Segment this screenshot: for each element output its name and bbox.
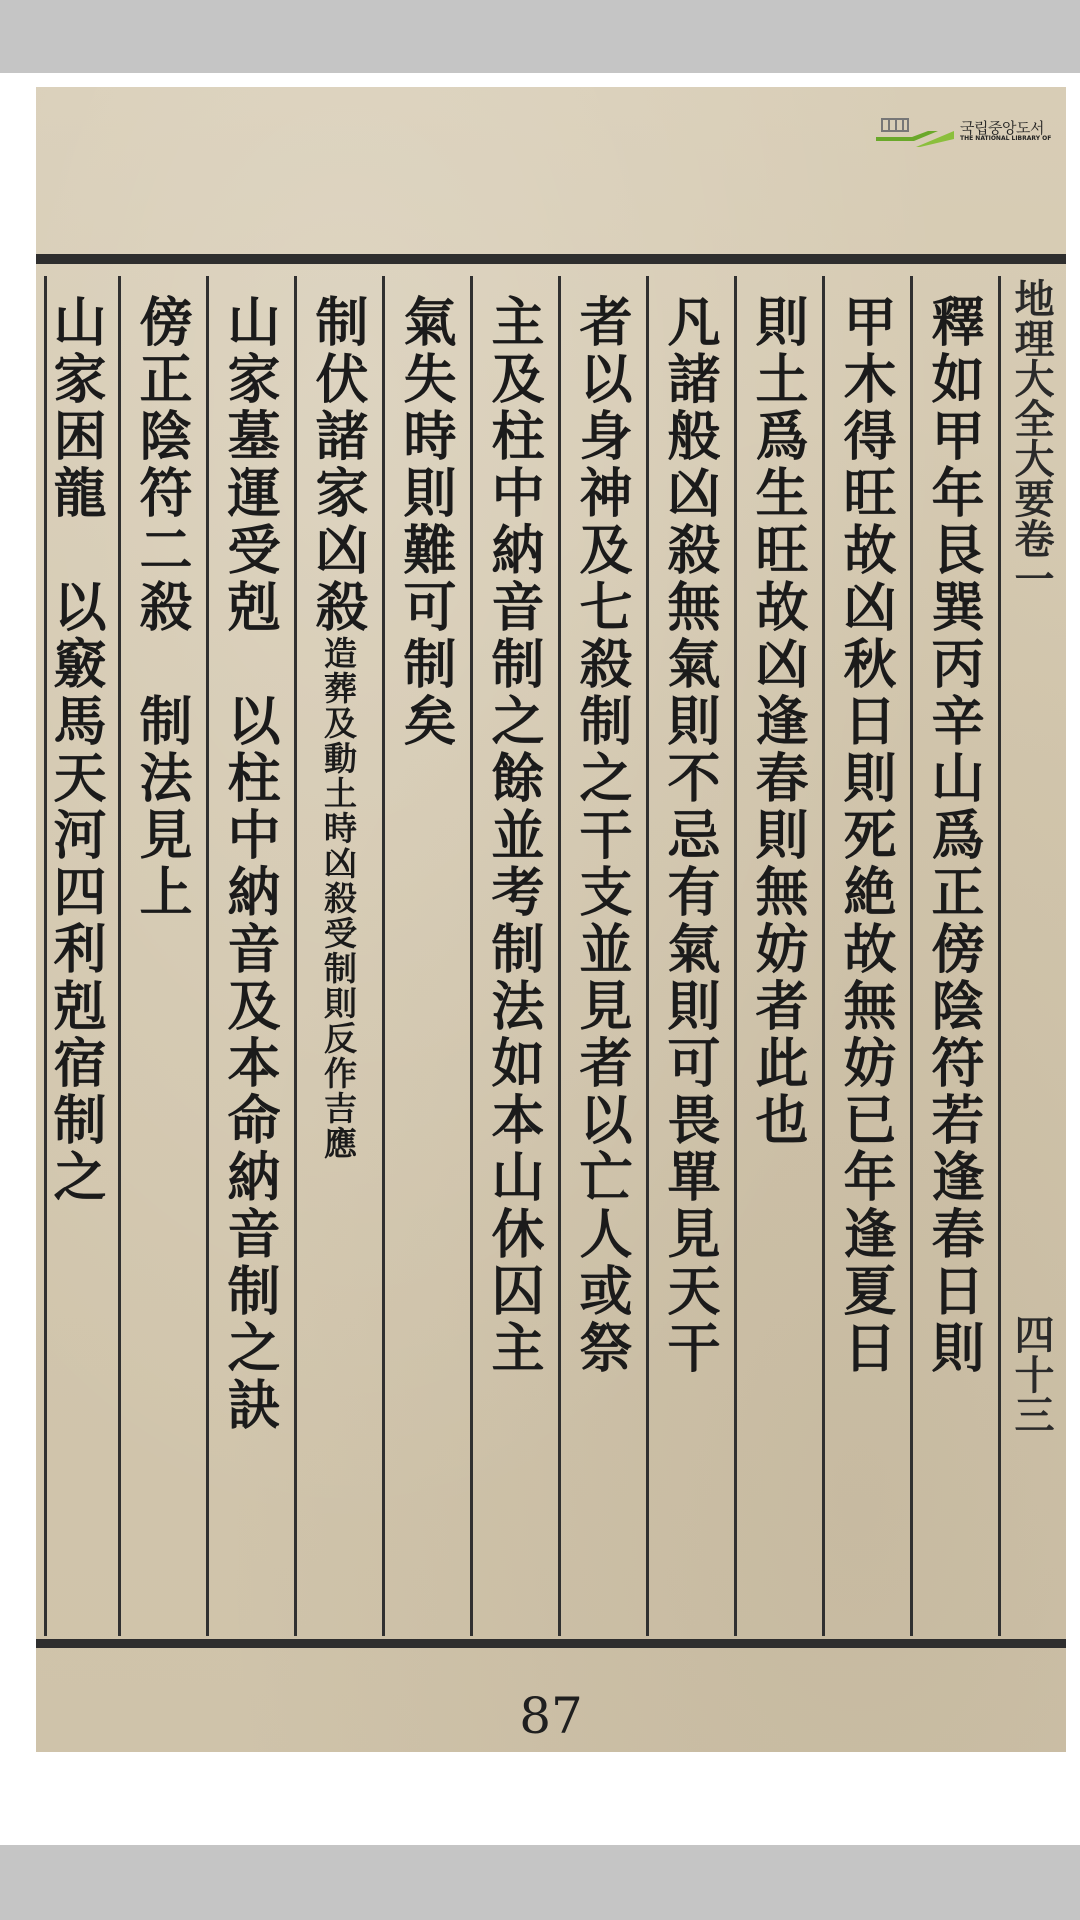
text-column-8-main: 制伏諸家凶殺: [307, 294, 369, 636]
running-header: 地理大全大要卷一: [1008, 278, 1055, 598]
text-column-8: [300, 294, 380, 1634]
column-divider: [998, 276, 1001, 1636]
text-column-11: 山家困龍 以竅馬天河四利剋宿制之: [45, 294, 107, 1206]
top-toolbar-area: [0, 0, 1080, 73]
library-logo-mark-icon: [876, 117, 954, 149]
text-column-9: 山家墓運受剋 以柱中納音及本命納音制之訣: [219, 294, 281, 1434]
interlinear-note-right: 造葬及動土時凶殺: [319, 636, 358, 916]
interlinear-note-left: 受制則反作吉應: [319, 916, 358, 1161]
library-name-english: THE NATIONAL LIBRARY OF: [960, 135, 1052, 142]
woodblock-text-block: [36, 254, 1066, 1649]
top-border-rule: [36, 254, 1066, 264]
text-column-6: 主及柱中納音制之餘並考制法如本山休囚主: [483, 294, 545, 1377]
bottom-toolbar-area: [0, 1845, 1080, 1920]
national-library-logo: [876, 117, 1066, 149]
library-name-korean: 국립중앙도서: [960, 119, 1044, 137]
text-column-10: 傍正陰符二殺 制法見上: [131, 294, 193, 921]
text-column-4: 凡諸般凶殺無氣則不忌有氣則可畏單見天干: [659, 294, 721, 1377]
bottom-border-rule: [36, 1639, 1066, 1648]
folio-number: 四十三: [1008, 1314, 1055, 1434]
text-column-2: 甲木得旺故凶秋日則死絶故無妨已年逢夏日: [835, 294, 897, 1377]
page-number: 87: [519, 1687, 583, 1745]
text-column-3: 則土爲生旺故凶逢春則無妨者此也: [747, 294, 809, 1149]
text-column-7: 氣失時則難可制矣: [395, 294, 457, 750]
text-column-1: 釋如甲年艮巽丙辛山爲正傍陰符若逢春日則: [923, 294, 985, 1377]
scanned-page: [36, 87, 1066, 1752]
text-column-5: 者以身神及七殺制之干支並見者以亡人或祭: [571, 294, 633, 1377]
